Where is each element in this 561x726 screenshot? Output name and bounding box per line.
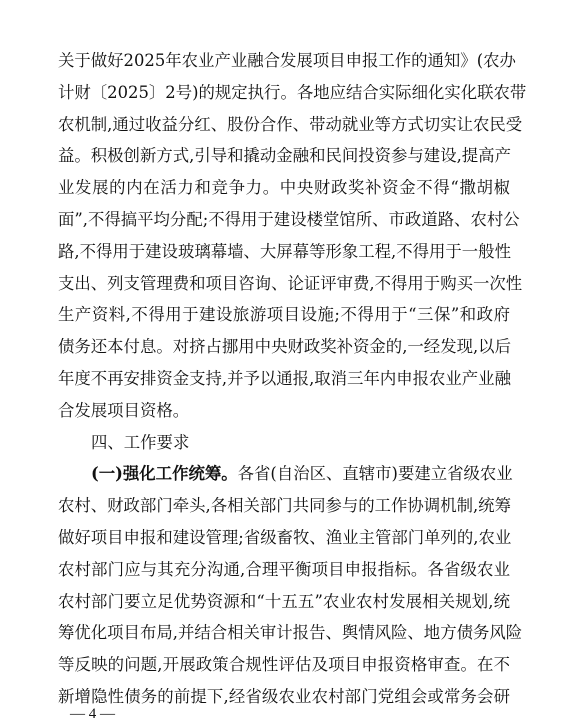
text-line: 筹优化项目布局,并结合相关审计报告、舆情风险、地方债务风险	[58, 623, 523, 643]
text-line: 关于做好2025年农业产业融合发展项目申报工作的通知》(农办	[58, 51, 516, 70]
text-line: 农机制,通过收益分红、股份合作、带动就业等方式切实让农民受	[58, 114, 523, 134]
page-number: — 4 —	[70, 706, 115, 722]
text-line: 路,不得用于建设玻璃幕墙、大屏幕等形象工程,不得用于一般性	[58, 241, 511, 261]
document-body	[58, 45, 527, 713]
subsection-title: (一)强化工作统筹。	[91, 464, 238, 484]
text-line: 业发展的内在活力和竞争力。中央财政奖补资金不得“撒胡椒	[58, 178, 510, 198]
section-heading: 四、工作要求	[91, 432, 190, 452]
text-line: 做好项目申报和建设管理;省级畜牧、渔业主管部门单列的,农业	[58, 527, 512, 547]
text-line: 益。积极创新方式,引导和撬动金融和民间投资参与建设,提高产	[58, 146, 511, 166]
text-line: 新增隐性债务的前提下,经省级农业农村部门党组会或常务会研	[58, 686, 510, 706]
paragraph-fund-rules	[58, 45, 527, 427]
text-line: 计财〔2025〕2号)的规定执行。各地应结合实际细化实化联农带	[58, 82, 527, 102]
subsection-first-line	[58, 458, 513, 490]
text-line: 农村部门要立足优势资源和“十五五”农业农村发展相关规划,统	[58, 591, 510, 611]
text-span: 各省(自治区、直辖市)要建立省级农业	[237, 464, 513, 484]
text-line: 农村、财政部门牵头,各相关部门共同参与的工作协调机制,统筹	[58, 496, 511, 516]
text-line: 生产资料,不得用于建设旅游项目设施;不得用于“三保”和政府	[58, 305, 510, 325]
text-line: 农村部门应与其充分沟通,合理平衡项目申报指标。各省级农业	[58, 559, 510, 579]
text-line: 债务还本付息。对挤占挪用中央财政奖补资金的,一经发现,以后	[58, 337, 511, 357]
text-line: 面”,不得搞平均分配;不得用于建设楼堂馆所、市政道路、农村公	[58, 209, 520, 229]
text-line: 合发展项目资格。	[58, 400, 190, 420]
text-line: 支出、列支管理费和项目咨询、论证评审费,不得用于购买一次性	[58, 273, 523, 293]
text-line: 等反映的问题,开展政策合规性评估及项目申报资格审查。在不	[58, 655, 510, 675]
paragraph-work-coordination	[58, 458, 523, 712]
text-line: 年度不再安排资金支持,并予以通报,取消三年内申报农业产业融	[58, 368, 511, 388]
